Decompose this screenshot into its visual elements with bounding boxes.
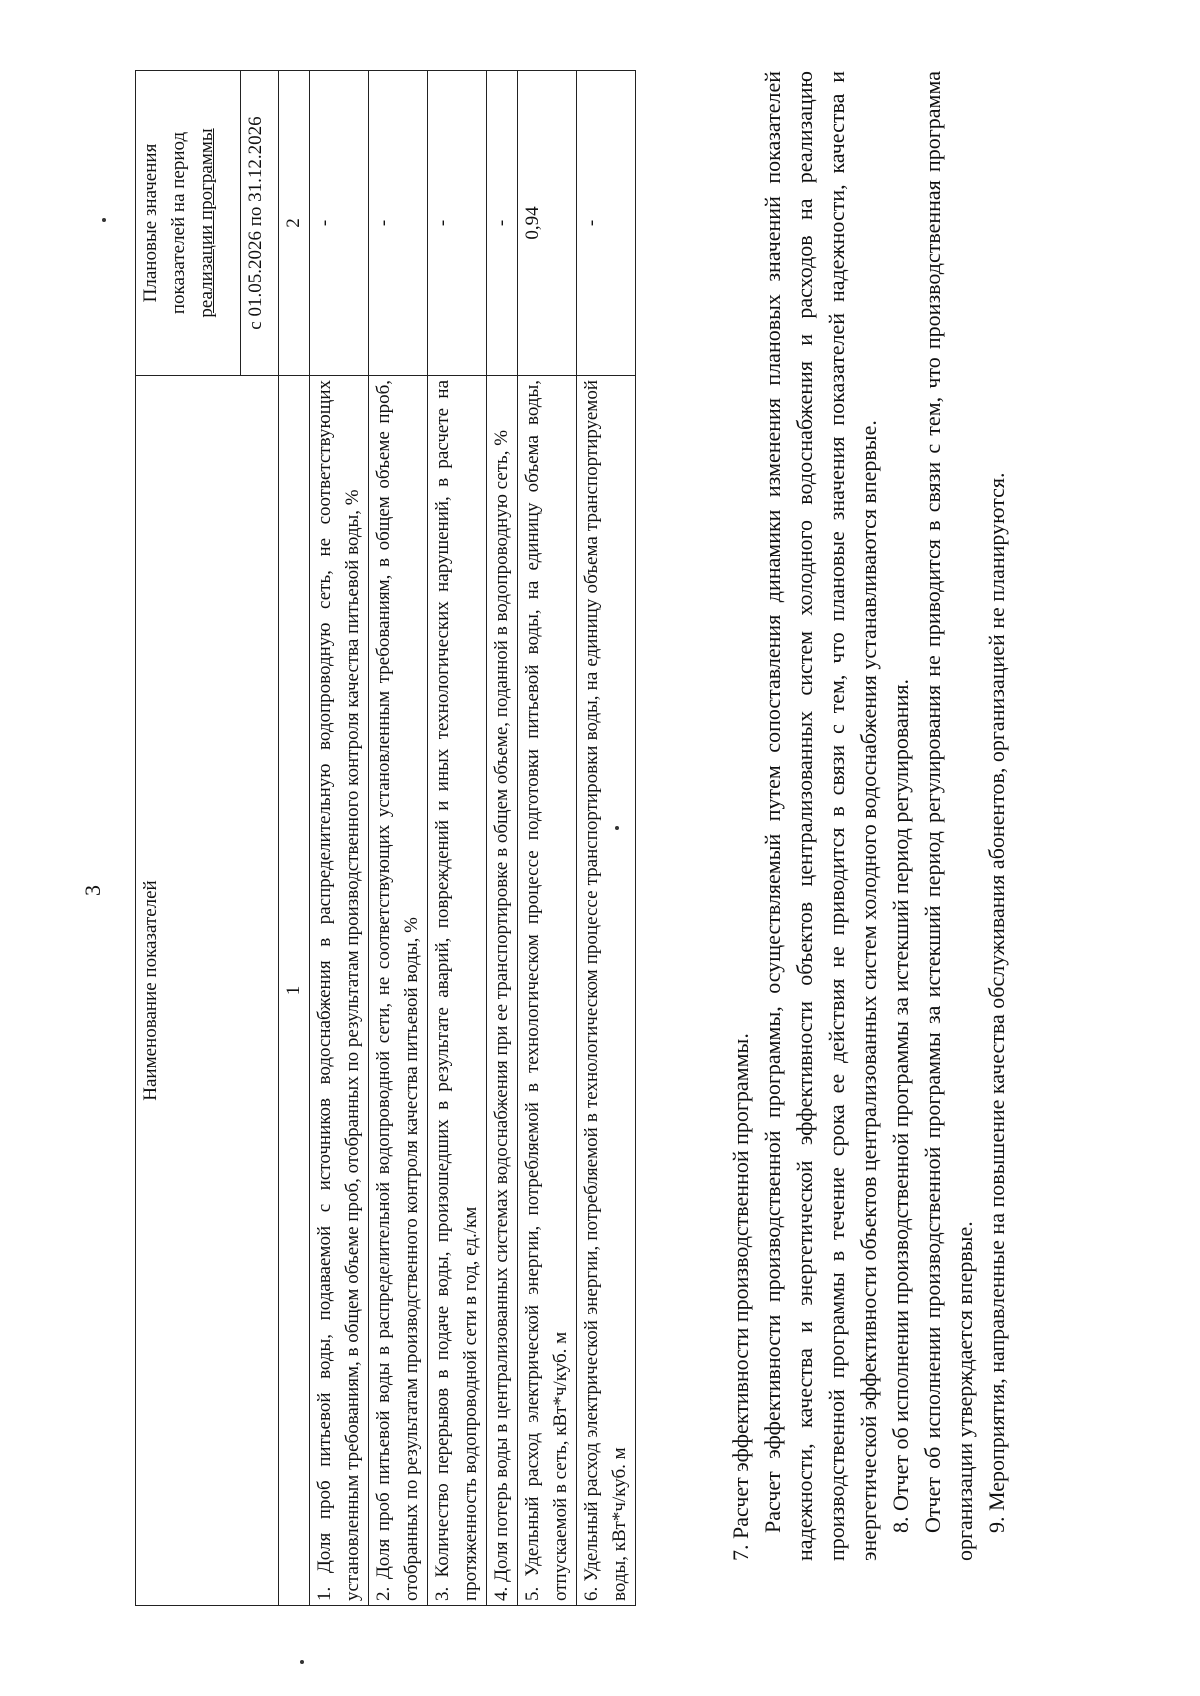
column-number: 2 [279, 71, 310, 376]
scan-speck [102, 218, 106, 222]
section-7-title: 7. Расчет эффективности производственной программы. [728, 1033, 753, 1561]
scan-speck [300, 1660, 304, 1664]
table-row [369, 71, 428, 1606]
header-indicator-name: Наименование показателей [136, 376, 279, 1606]
indicator-value: - [487, 71, 518, 376]
scan-speck [615, 826, 619, 830]
body-text [725, 71, 1013, 1561]
indicator-value: - [428, 71, 487, 376]
indicators-table-wrap [135, 71, 636, 1606]
table-row [577, 71, 636, 1606]
indicator-name: 4. Доля потерь воды в централизованных системах водоснабжения при ее транспортировке в общем объеме, поданной в водопроводную сеть, % [487, 376, 518, 1606]
indicator-value: - [577, 71, 636, 376]
header-plan-period: с 01.05.2026 по 31.12.2026 [241, 71, 279, 376]
indicator-name: 1. Доля проб питьевой воды, подаваемой с источников водоснабжения в распределительную водопроводную сеть, не соответствующих установленным требованиям, в общем объеме проб, отобранных по результатам производственного контроля качества питьевой воды, % [310, 376, 369, 1606]
section-8-text: Отчет об исполнении производственной программы за истекший период регулирования не приводится в связи с тем, что производственная программа организации утверждается впервые. [920, 71, 977, 1561]
column-number-row [279, 71, 310, 1606]
indicator-name: 2. Доля проб питьевой воды в распределительной водопроводной сети, не соответствующих установленным требованиям, в общем объеме проб, отобранных по результатам производственного контроля качества питьевой воды, % [369, 376, 428, 1606]
table-row [428, 71, 487, 1606]
section-9-text: 9. Мероприятия, направленные на повышение качества обслуживания абонентов, организацией не планируются. [984, 472, 1009, 1533]
indicator-value: 0,94 [518, 71, 577, 376]
header-plan-line: Плановые значения [140, 143, 161, 303]
indicator-value: - [369, 71, 428, 376]
indicators-table [135, 70, 636, 1606]
header-plan-line: реализации программы [196, 128, 217, 318]
section-8-title: 8. Отчет об исполнении производственной программы за истекший период регулирования. [888, 679, 913, 1533]
table-header-row [136, 71, 241, 1606]
header-plan-values [136, 71, 241, 376]
table-row [310, 71, 369, 1606]
indicator-name: 3. Количество перерывов в подаче воды, произошедших в результате аварий, повреждений и иных технологических нарушений, в расчете на протяженность водопроводной сети в год, ед./км [428, 376, 487, 1606]
indicator-value: - [310, 71, 369, 376]
table-row [518, 71, 577, 1606]
indicator-name: 6. Удельный расход электрической энергии, потребляемой в технологическом процессе транспортировки воды, на единицу объема транспортируемой воды, кВт*ч/куб. м [577, 376, 636, 1606]
table-row [487, 71, 518, 1606]
indicator-name: 5. Удельный расход электрической энергии, потребляемой в технологическом процессе подготовки питьевой воды, на единицу объема воды, отпускаемой в сеть, кВт*ч/куб. м [518, 376, 577, 1606]
page-number: 3 [80, 885, 105, 896]
header-plan-line: показателей на период [168, 131, 189, 315]
column-number: 1 [279, 376, 310, 1606]
section-7-text: Расчет эффективности производственной программы, осуществляемый путем сопоставления динамики изменения плановых значений показателей надежности, качества и энергетической эффективности объектов централизованных систем холодного водоснабжения и расходов на реализацию производственной программы в течение срока ее действия не приводится в связи с тем, что плановые значения показателей надежности, качества и энергетической эффективности объектов централизованных систем холодного водоснабжения устанавливаются впервые. [760, 71, 881, 1561]
